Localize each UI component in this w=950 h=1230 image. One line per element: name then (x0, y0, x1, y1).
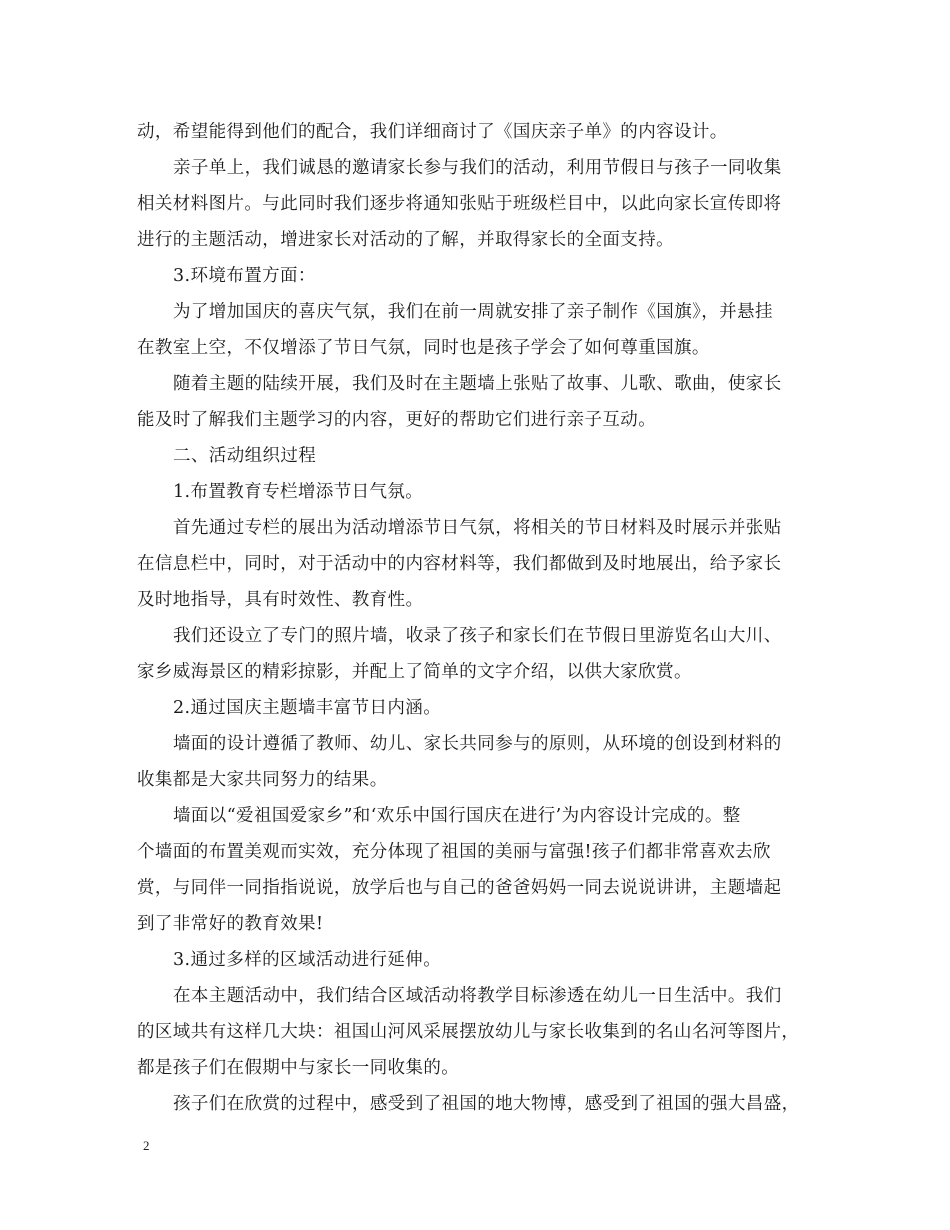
text-line: 随着主题的陆续开展，我们及时在主题墙上张贴了故事、儿歌、歌曲，使家长 (173, 374, 782, 394)
text-line: 到了非常好的教育效果! (137, 914, 324, 934)
text-line: 墙面的设计遵循了教师、幼儿、家长共同参与的原则，从环境的创设到材料的 (173, 734, 782, 754)
text-line: 个墙面的布置美观而实效，充分体现了祖国的美丽与富强!孩子们都非常喜欢去欣 (137, 842, 771, 862)
text-line: 二、活动组织过程 (173, 446, 317, 466)
text-line: 在本主题活动中，我们结合区域活动将教学目标渗透在幼儿一日生活中。我们 (173, 986, 782, 1006)
text-line: 都是孩子们在假期中与家长一同收集的。 (137, 1058, 460, 1078)
text-line: 3.通过多样的区域活动进行延伸。 (173, 950, 442, 970)
text-line: 在教室上空，不仅增添了节日气氛，同时也是孩子学会了如何尊重国旗。 (137, 338, 710, 358)
page-number: 2 (143, 1138, 150, 1153)
text-line: 1.布置教育专栏增添节日气氛。 (173, 482, 424, 502)
text-line: 的区域共有这样几大块：祖国山河风采展摆放幼儿与家长收集到的名山名河等图片， (137, 1022, 800, 1042)
text-line: 2.通过国庆主题墙丰富节日内涵。 (173, 698, 442, 718)
text-line: 首先通过专栏的展出为活动增添节日气氛，将相关的节日材料及时展示并张贴 (173, 518, 782, 538)
text-line: 进行的主题活动，增进家长对活动的了解，并取得家长的全面支持。 (137, 230, 674, 250)
document-body (137, 114, 827, 1122)
text-line: 亲子单上，我们诚恳的邀请家长参与我们的活动，利用节假日与孩子一同收集 (173, 158, 782, 178)
text-line: 我们还设立了专门的照片墙，收录了孩子和家长们在节假日里游览名山大川、 (173, 626, 782, 646)
text-line: 能及时了解我们主题学习的内容，更好的帮助它们进行亲子互动。 (137, 410, 657, 430)
text-line: 孩子们在欣赏的过程中，感受到了祖国的地大物博，感受到了祖国的强大昌盛， (173, 1094, 800, 1114)
text-line: 赏，与同伴一同指指说说，放学后也与自己的爸爸妈妈一同去说说讲讲，主题墙起 (137, 878, 782, 898)
text-line: 为了增加国庆的喜庆气氛，我们在前一周就安排了亲子制作《国旗》，并悬挂 (173, 302, 773, 322)
text-line: 家乡威海景区的精彩掠影，并配上了简单的文字介绍，以供大家欣赏。 (137, 662, 692, 682)
text-line: 相关材料图片。与此同时我们逐步将通知张贴于班级栏目中，以此向家长宣传即将 (137, 194, 782, 214)
text-line: 动，希望能得到他们的配合，我们详细商讨了《国庆亲子单》的内容设计。 (137, 122, 728, 142)
text-line: 墙面以“爱祖国爱家乡”和‘欢乐中国行国庆在进行’为内容设计完成的。整 (173, 806, 741, 826)
text-line: 在信息栏中，同时，对于活动中的内容材料等，我们都做到及时地展出，给予家长 (137, 554, 782, 574)
text-line: 及时地指导，具有时效性、教育性。 (137, 590, 424, 610)
text-line: 收集都是大家共同努力的结果。 (137, 770, 388, 790)
text-line: 3.环境布置方面： (173, 266, 316, 286)
